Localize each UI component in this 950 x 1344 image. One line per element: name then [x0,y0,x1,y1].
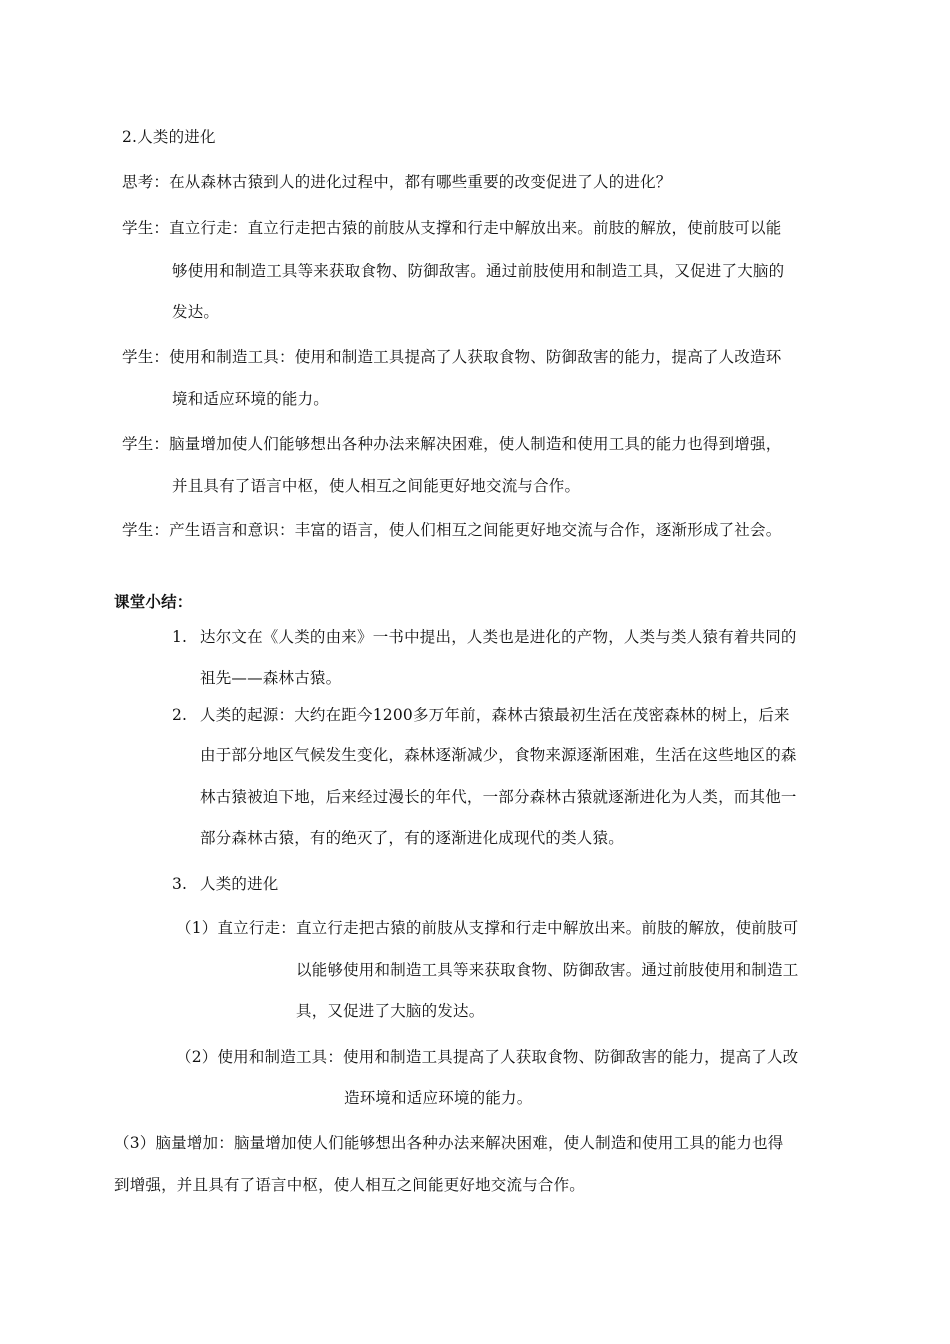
subitem-2-line-1: （2）使用和制造工具：使用和制造工具提高了人获取食物、防御敌害的能力，提高了人改 [176,1048,799,1066]
subitem-1-line-3: 具，又促进了大脑的发达。 [296,1002,485,1020]
subitem-3-line-1: （3）脑量增加：脑量增加使人们能够想出各种办法来解决困难，使人制造和使用工具的能力也得 [114,1134,784,1152]
summary-item-2-line-3: 林古猿被迫下地，后来经过漫长的年代，一部分森林古猿就逐渐进化为人类，而其他一 [200,788,797,806]
student-answer-2-line-1: 学生：使用和制造工具：使用和制造工具提高了人获取食物、防御敌害的能力，提高了人改造环 [122,348,782,366]
summary-item-1-line-2: 祖先——森林古猿。 [200,669,342,687]
subitem-2-line-2: 造环境和适应环境的能力。 [344,1089,533,1107]
summary-item-3-number: 3. [172,875,188,893]
subitem-1-line-2: 以能够使用和制造工具等来获取食物、防御敌害。通过前肢使用和制造工 [296,961,799,979]
student-answer-3-line-1: 学生：脑量增加使人们能够想出各种办法来解决困难，使人制造和使用工具的能力也得到增强， [122,435,782,453]
summary-item-2-number: 2. [172,706,188,724]
student-answer-1-line-2: 够使用和制造工具等来获取食物、防御敌害。通过前肢使用和制造工具，又促进了大脑的 [172,262,785,280]
student-answer-4-line-1: 学生：产生语言和意识：丰富的语言，使人们相互之间能更好地交流与合作，逐渐形成了社会。 [122,521,782,539]
student-answer-1-line-1: 学生：直立行走：直立行走把古猿的前肢从支撑和行走中解放出来。前肢的解放，使前肢可以能 [122,219,782,237]
subitem-3-line-2: 到增强，并且具有了语言中枢，使人相互之间能更好地交流与合作。 [114,1176,586,1194]
subitem-1-line-1: （1）直立行走：直立行走把古猿的前肢从支撑和行走中解放出来。前肢的解放，使前肢可 [176,919,799,937]
question-text: 思考：在从森林古猿到人的进化过程中，都有哪些重要的改变促进了人的进化？ [122,173,672,191]
summary-item-1-number: 1. [172,628,188,646]
summary-item-3-line-1: 人类的进化 [200,875,279,893]
summary-item-1-line-1: 达尔文在《人类的由来》一书中提出，人类也是进化的产物，人类与类人猿有着共同的 [200,628,797,646]
student-answer-3-line-2: 并且具有了语言中枢，使人相互之间能更好地交流与合作。 [172,477,581,495]
summary-item-2-line-4: 部分森林古猿，有的绝灭了，有的逐渐进化成现代的类人猿。 [200,829,624,847]
student-answer-2-line-2: 境和适应环境的能力。 [172,390,330,408]
student-answer-1-line-3: 发达。 [172,303,220,321]
summary-item-2-line-2: 由于部分地区气候发生变化，森林逐渐减少，食物来源逐渐困难，生活在这些地区的森 [200,746,797,764]
section-heading: 2.人类的进化 [122,128,216,146]
summary-title: 课堂小结： [114,593,193,611]
summary-item-2-line-1: 人类的起源：大约在距今1200多万年前，森林古猿最初生活在茂密森林的树上，后来 [200,706,790,724]
